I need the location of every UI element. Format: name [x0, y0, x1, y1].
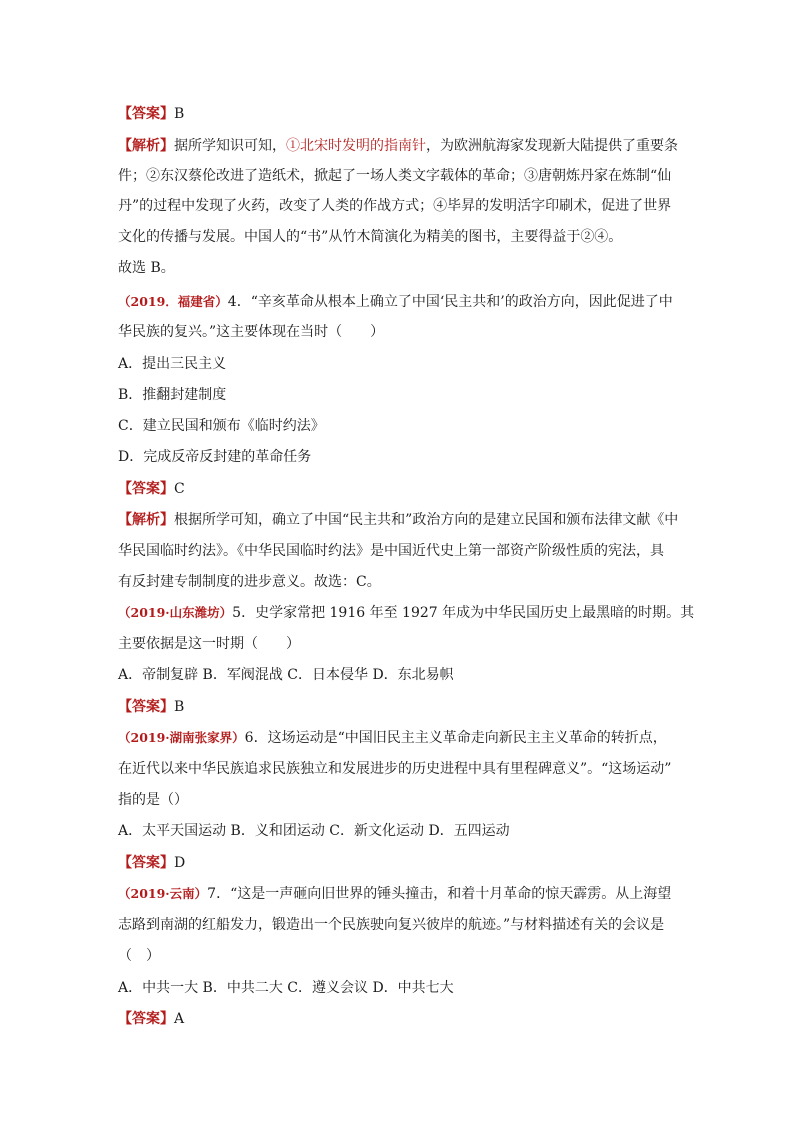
question-source: （2019．福建省） — [118, 294, 228, 309]
answer-value: A — [174, 1011, 185, 1027]
answer-tag: 【答案】 — [118, 699, 174, 715]
question-source: （2019·湖南张家界） — [118, 730, 245, 745]
q6-answer-line — [118, 853, 678, 873]
q7-stem-line-1: （2019·云南）7．“这是一声砸向旧世界的锤头撞击，和着十月革命的惊天霹雳。从上海望 — [118, 886, 672, 902]
answer-value: B — [174, 106, 185, 122]
question-source: （2019·云南） — [118, 886, 208, 901]
answer-tag: 【答案】 — [118, 481, 174, 497]
highlight-text: ①北宋时发明的指南针 — [286, 138, 426, 154]
q4-stem-line-2: 华民族的复兴。”这主要体现在当时（ ） — [118, 324, 385, 340]
q6-stem-line-3: 指的是（） — [118, 792, 188, 808]
q4-analysis-line-2: 华民国临时约法》。《中华民国临时约法》是中国近代史上第一部资产阶级性质的宪法，具 — [118, 543, 664, 559]
q4-option-a: A．提出三民主义 — [118, 356, 227, 372]
answer-tag: 【答案】 — [118, 106, 174, 122]
q4-option-c: C．建立民国和颁布《临时约法》 — [118, 418, 325, 434]
q6-stem-line-2: 在近代以来中华民族追求民族独立和发展进步的历史进程中具有里程碑意义”。“这场运动” — [118, 761, 672, 777]
answer-tag: 【答案】 — [118, 1011, 174, 1027]
answer-value: B — [174, 699, 185, 715]
q3-analysis-line-1: 【解析】据所学知识可知，①北宋时发明的指南针，为欧洲航海家发现新大陆提供了重要条 — [118, 138, 678, 154]
q7-stem-line-3: （ ） — [118, 948, 160, 964]
q5-options: A．帝制复辟 B．军阀混战 C．日本侵华 D．东北易帜 — [118, 667, 454, 683]
q4-option-d: D．完成反帝反封建的革命任务 — [118, 449, 312, 465]
q7-answer-line — [118, 1009, 678, 1029]
analysis-tag: 【解析】 — [118, 512, 174, 528]
analysis-tag: 【解析】 — [118, 138, 174, 154]
q6-stem-line-1: （2019·湖南张家界）6．这场运动是“中国旧民主主义革命走向新民主主义革命的转折点， — [118, 730, 667, 746]
q5-stem-line-2: 主要依据是这一时期（ ） — [118, 636, 300, 652]
q4-stem-line-1: （2019．福建省）4．“辛亥革命从根本上确立了中国‘民主共和’的政治方向，因此促进了中 — [118, 294, 673, 310]
q7-stem-line-2: 志路到南湖的红船发力，锻造出一个民族驶向复兴彼岸的航迹。”与材料描述有关的会议是 — [118, 917, 665, 933]
q4-answer-line — [118, 479, 678, 499]
q3-analysis-line-4: 文化的传播与发展。中国人的“书”从竹木简演化为精美的图书，主要得益于②④。 — [118, 229, 623, 245]
q3-conclusion: 故选 B。 — [118, 260, 175, 276]
q5-answer-line — [118, 697, 678, 717]
q4-analysis-line-1: 【解析】根据所学可知，确立了中国“民主共和”政治方向的是建立民国和颁布法律文献《中 — [118, 512, 679, 528]
q5-stem-line-1: （2019·山东潍坊）5．史学家常把 1916 年至 1927 年成为中华民国历史上最黑暗的时期。其 — [118, 605, 695, 621]
q3-analysis-line-3: 丹”的过程中发现了火药，改变了人类的作战方式；④毕昇的发明活字印刷术，促进了世界 — [118, 198, 672, 214]
q4-analysis-line-3: 有反封建专制制度的进步意义。故选：C。 — [118, 574, 381, 590]
answer-value: C — [174, 481, 185, 497]
q4-option-b: B．推翻封建制度 — [118, 387, 227, 403]
question-source: （2019·山东潍坊） — [118, 605, 233, 620]
q7-options: A．中共一大 B．中共二大 C．遵义会议 D．中共七大 — [118, 980, 454, 996]
q3-analysis-line-2: 件；②东汉蔡伦改进了造纸术，掀起了一场人类文字载体的革命；③唐朝炼丹家在炼制“仙 — [118, 168, 672, 184]
q6-options: A．太平天国运动 B．义和团运动 C．新文化运动 D．五四运动 — [118, 823, 510, 839]
answer-value: D — [174, 855, 186, 871]
q3-answer-line — [118, 104, 678, 124]
answer-tag: 【答案】 — [118, 855, 174, 871]
